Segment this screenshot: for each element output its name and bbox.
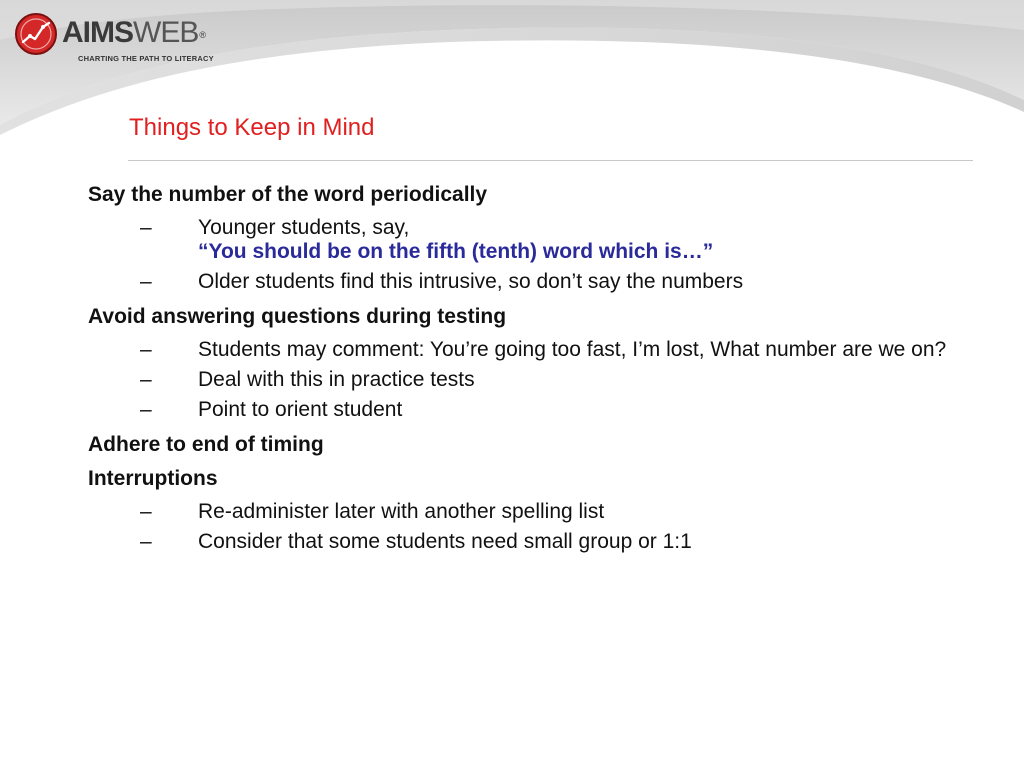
dash-bullet: – xyxy=(140,270,152,293)
section-end-of-timing xyxy=(88,430,988,460)
bullet-list xyxy=(88,500,988,554)
list-item xyxy=(88,216,988,264)
item-text: Re-administer later with another spelling list xyxy=(198,500,605,523)
section-heading: Adhere to end of timing xyxy=(88,433,324,456)
slide-title: Things to Keep in Mind xyxy=(129,114,375,141)
section-interruptions xyxy=(88,464,988,554)
aimsweb-logo xyxy=(14,12,244,63)
logo-tagline: CHARTING THE PATH TO LITERACY xyxy=(78,54,214,63)
logo-wordmark: AIMSWEB® xyxy=(62,16,205,49)
section-heading: Say the number of the word periodically xyxy=(88,183,488,206)
dash-bullet: – xyxy=(140,398,152,421)
item-text: Deal with this in practice tests xyxy=(198,368,475,391)
list-item xyxy=(88,398,988,422)
list-item xyxy=(88,368,988,392)
list-item xyxy=(88,530,988,554)
dash-bullet: – xyxy=(140,500,152,523)
logo-chart-icon xyxy=(14,12,58,56)
list-item xyxy=(88,500,988,524)
item-text: Older students find this intrusive, so don’t say the numbers xyxy=(198,270,744,293)
list-item xyxy=(88,270,988,294)
slide-body xyxy=(88,180,988,554)
section-word-number xyxy=(88,180,988,294)
item-text: Younger students, say, xyxy=(198,216,410,239)
dash-bullet: – xyxy=(140,338,152,361)
dash-bullet: – xyxy=(140,368,152,391)
title-divider xyxy=(128,160,973,161)
section-heading: Interruptions xyxy=(88,467,218,490)
item-text: Students may comment: You’re going too fast, I’m lost, What number are we on? xyxy=(198,338,947,361)
section-avoid-questions xyxy=(88,302,988,422)
item-text: Consider that some students need small group or 1:1 xyxy=(198,530,692,553)
quoted-prompt: “You should be on the fifth (tenth) word which is…” xyxy=(198,240,714,263)
list-item xyxy=(88,338,988,362)
bullet-list xyxy=(88,216,988,294)
bullet-list xyxy=(88,338,988,422)
section-heading: Avoid answering questions during testing xyxy=(88,305,507,328)
dash-bullet: – xyxy=(140,530,152,553)
dash-bullet: – xyxy=(140,216,152,239)
item-text: Point to orient student xyxy=(198,398,403,421)
